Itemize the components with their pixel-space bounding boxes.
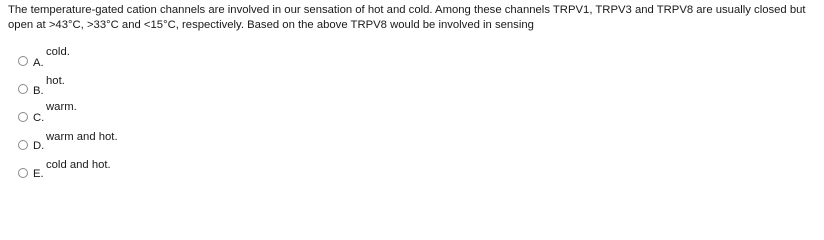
option-a-letter: A. [33,57,44,69]
option-d-label: warm and hot. [46,131,118,143]
option-b[interactable] [18,72,318,97]
question-block [8,0,820,193]
option-b-label: hot. [46,75,65,87]
option-a-label: cold. [46,46,70,58]
option-a[interactable] [18,44,318,69]
option-e-label: cold and hot. [46,159,111,171]
option-c[interactable] [18,100,318,122]
question-text: The temperature-gated cation channels are involved in our sensation of hot and cold. Among these channels TRPV1, TRPV3 and TRPV8 are usually closed but open at >43°C, >33°C and <15°C, respectively. Based on the above TRPV8 would be involved in sensing [8,4,806,31]
option-d-letter: D. [33,140,45,152]
option-e[interactable] [18,156,318,178]
option-b-radio[interactable] [18,84,28,94]
option-c-radio[interactable] [18,112,28,122]
option-e-letter: E. [33,168,44,180]
option-d[interactable] [18,128,318,150]
option-a-radio[interactable] [18,56,28,66]
option-c-label: warm. [46,101,77,113]
option-d-radio[interactable] [18,140,28,150]
option-b-letter: B. [33,85,44,97]
option-c-letter: C. [33,112,45,124]
option-e-radio[interactable] [18,168,28,178]
